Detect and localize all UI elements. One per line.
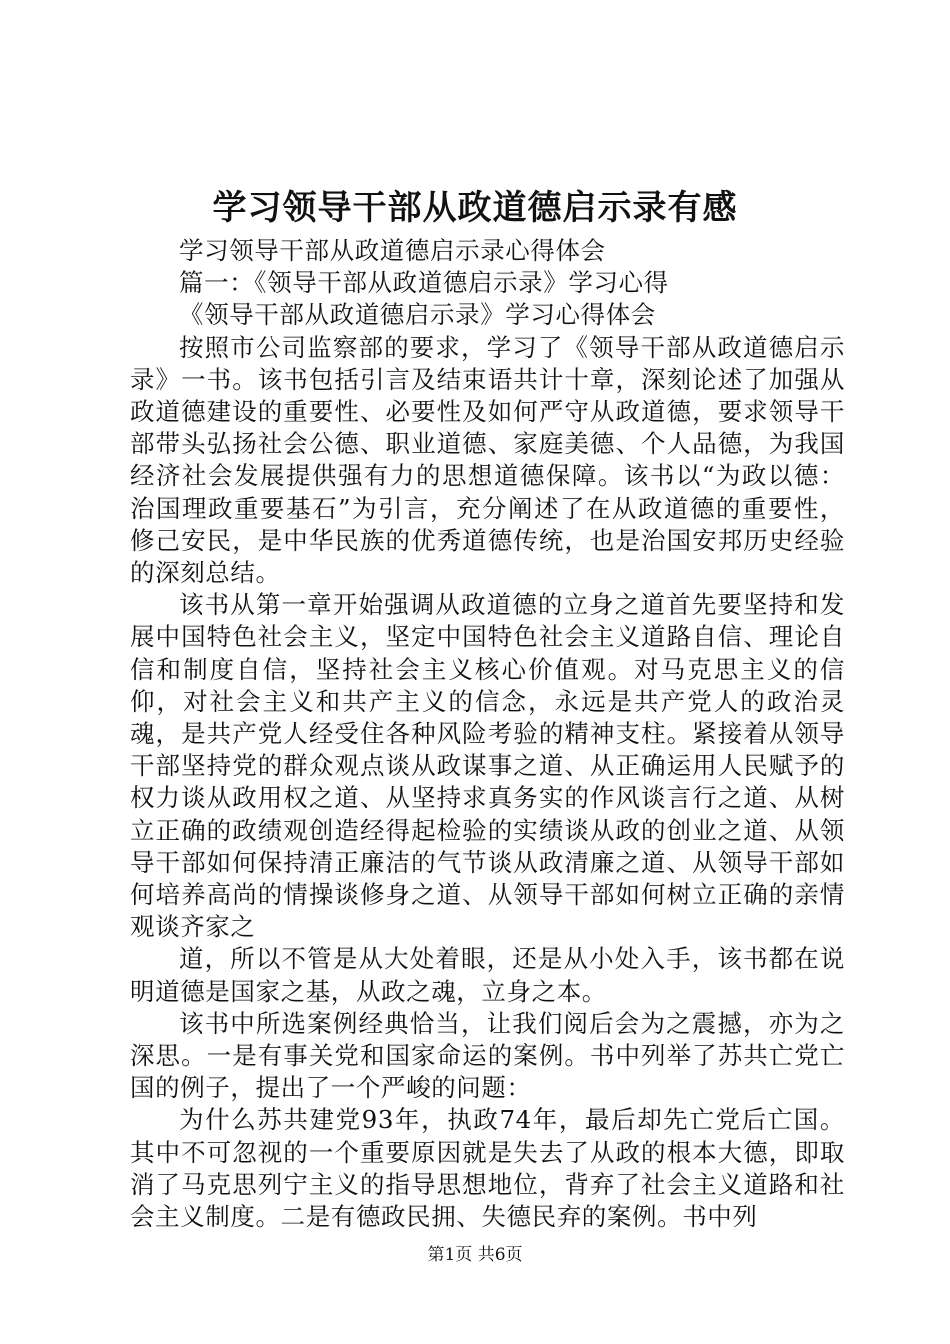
paragraph: 道，所以不管是从大处着眼，还是从小处入手，该书都在说明道德是国家之基，从政之魂，立身之本。 [130, 944, 845, 1006]
paragraph-heading: 《领导干部从政道德启示录》学习心得体会 [179, 300, 656, 330]
document-title: 学习领导干部从政道德启示录有感 [212, 188, 738, 228]
paragraph: 按照市公司监察部的要求，学习了《领导干部从政道德启示录》一书。该书包括引言及结束语共计十章，深刻论述了加强从政道德建设的重要性、必要性及如何严守从政道德，要求领导干部带头弘扬社会公德、职业道德、家庭美德、个人品德，为我国经济社会发展提供强有力的思想道德保障。该书以“为政以德：治国理政重要基石”为引言，充分阐述了在从政道德的重要性，修己安民，是中华民族的优秀道德传统，也是治国安邦历史经验的深刻总结。 [130, 332, 845, 588]
paragraph-subtitle: 学习领导干部从政道德启示录心得体会 [179, 236, 606, 265]
page-number: 第1页 共6页 [427, 1245, 523, 1265]
paragraph: 该书中所选案例经典恰当，让我们阅后会为之震撼，亦为之深思。一是有事关党和国家命运的案例。书中列举了苏共亡党亡国的例子，提出了一个严峻的问题： [130, 1008, 845, 1103]
document-body [130, 235, 845, 1233]
paragraph: 该书从第一章开始强调从政道德的立身之道首先要坚持和发展中国特色社会主义，坚定中国特色社会主义道路自信、理论自信和制度自信，坚持社会主义核心价值观。对马克思主义的信仰，对社会主义和共产主义的信念，永远是共产党人的政治灵魂，是共产党人经受住各种风险考验的精神支柱。紧接着从领导干部坚持党的群众观点谈从政谋事之道、从正确运用人民赋予的权力谈从政用权之道、从坚持求真务实的作风谈言行之道、从树立正确的政绩观创造经得起检验的实绩谈从政的创业之道、从领导干部如何保持清正廉洁的气节谈从政清廉之道、从领导干部如何培养高尚的情操谈修身之道、从领导干部如何树立正确的亲情观谈齐家之 [130, 590, 845, 942]
paragraph-part-heading: 篇一：《领导干部从政道德启示录》学习心得 [179, 268, 669, 298]
paragraph: 为什么苏共建党93年，执政74年，最后却先亡党后亡国。其中不可忽视的一个重要原因就是失去了从政的根本大德，即取消了马克思列宁主义的指导思想地位，背弃了社会主义道路和社会主义制度。二是有德政民拥、失德民弃的案例。书中列 [130, 1105, 845, 1232]
